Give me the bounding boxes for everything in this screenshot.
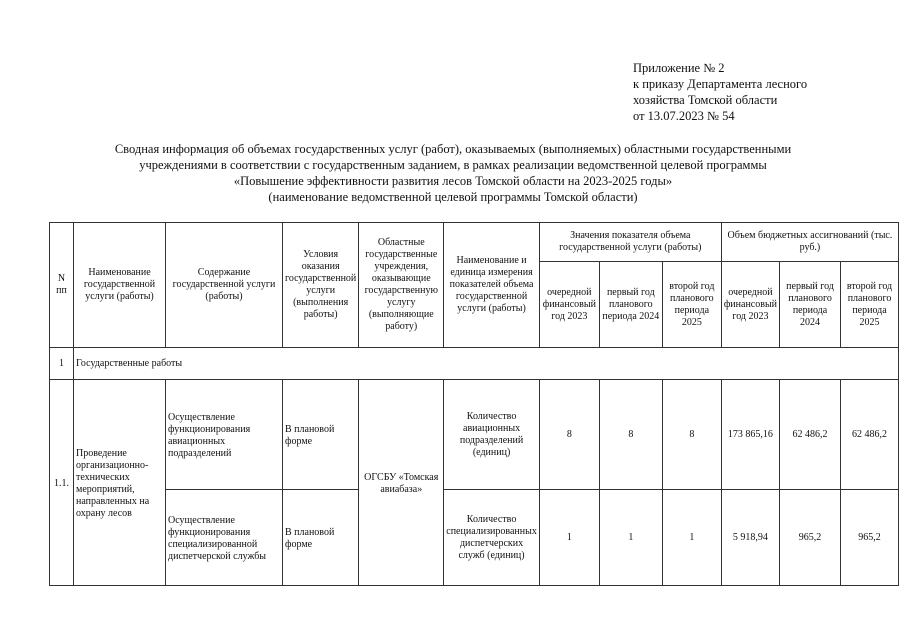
header-budget-2025: второй год планового периода 2025 [841, 262, 899, 348]
header-budget-group: Объем бюджетных ассигнований (тыс. руб.) [721, 223, 898, 262]
header-institutions: Областные государственные учреждения, оказывающие государственную услугу (выполняющие работу) [359, 223, 444, 348]
table-row [50, 490, 899, 586]
header-service-name: Наименование государственной услуги (работы) [74, 223, 166, 348]
title-line-4: (наименование ведомственной целевой программы Томской области) [268, 190, 638, 204]
header-num: N пп [50, 223, 74, 348]
row-volume-2023: 8 [539, 380, 599, 490]
services-table [49, 222, 899, 586]
row-content: Осуществление функционирования авиационных подразделений [166, 380, 283, 490]
institution-name: ОГСБУ «Томская авиабаза» [359, 380, 444, 586]
header-content: Содержание государственной услуги (работы) [166, 223, 283, 348]
row-budget-2023: 173 865,16 [721, 380, 779, 490]
title-line-2: учреждениями в соответствии с государственным заданием, в рамках реализации ведомственной целевой программы [139, 158, 767, 172]
header-volume-2023: очередной финансовый год 2023 [539, 262, 599, 348]
row-condition: В плановой форме [283, 490, 359, 586]
section-label: Государственные работы [74, 348, 899, 380]
row-volume-2024: 8 [599, 380, 662, 490]
appendix-line-1: Приложение № 2 [633, 61, 725, 75]
row-budget-2025: 62 486,2 [841, 380, 899, 490]
title-line-1: Сводная информация об объемах государственных услуг (работ), оказываемых (выполняемых) областными государственными [114, 142, 792, 156]
header-conditions: Условия оказания государственной услуги (выполнения работы) [283, 223, 359, 348]
header-row-1 [50, 223, 899, 262]
table-row [50, 380, 899, 490]
document-title [40, 141, 866, 205]
appendix-line-2: к приказу Департамента лесного [633, 77, 808, 91]
row-indicator: Количество авиационных подразделений (единиц) [444, 380, 540, 490]
header-volume-2024: первый год планового периода 2024 [599, 262, 662, 348]
row-content: Осуществление функционирования специализированной диспетчерской службы [166, 490, 283, 586]
section-num: 1 [50, 348, 74, 380]
header-indicator: Наименование и единица измерения показателей объема государственной услуги (работы) [444, 223, 540, 348]
header-budget-2024: первый год планового периода 2024 [780, 262, 841, 348]
row-volume-2024: 1 [599, 490, 662, 586]
header-budget-2023: очередной финансовый год 2023 [721, 262, 779, 348]
row-budget-2024: 965,2 [780, 490, 841, 586]
row-condition: В плановой форме [283, 380, 359, 490]
header-volume-2025: второй год планового периода 2025 [662, 262, 721, 348]
row-budget-2025: 965,2 [841, 490, 899, 586]
row-indicator: Количество специализированных диспетчерских служб (единиц) [444, 490, 540, 586]
row-volume-2023: 1 [539, 490, 599, 586]
subsection-service-name: Проведение организационно-технических мероприятий, направленных на охрану лесов [74, 380, 166, 586]
row-budget-2023: 5 918,94 [721, 490, 779, 586]
row-budget-2024: 62 486,2 [780, 380, 841, 490]
appendix-block [633, 60, 807, 124]
header-volume-group: Значения показателя объема государственной услуги (работы) [539, 223, 721, 262]
section-row [50, 348, 899, 380]
row-volume-2025: 1 [662, 490, 721, 586]
appendix-line-3: хозяйства Томской области [633, 93, 778, 107]
subsection-num: 1.1. [50, 380, 74, 586]
row-volume-2025: 8 [662, 380, 721, 490]
title-line-3: «Повышение эффективности развития лесов Томской области на 2023-2025 годы» [233, 174, 673, 188]
appendix-line-4: от 13.07.2023 № 54 [633, 109, 735, 123]
